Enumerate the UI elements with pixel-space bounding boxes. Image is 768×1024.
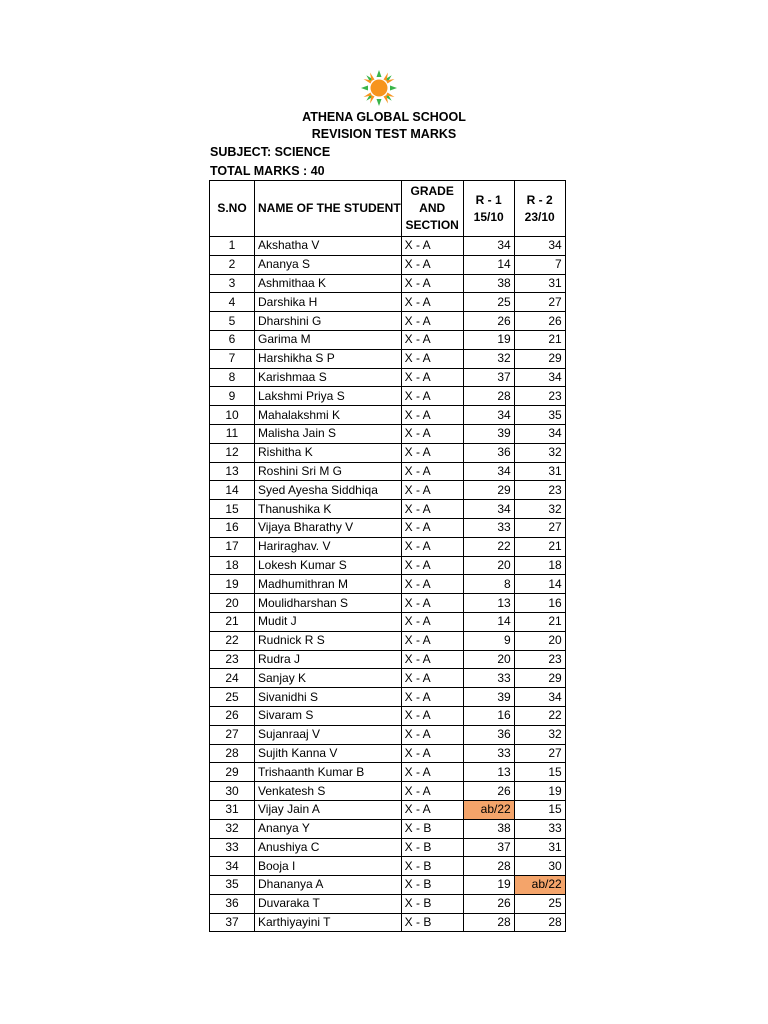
cell-r2-marks: 32 [514,500,565,519]
column-header-sno: S.NO [210,181,255,237]
cell-r1-marks: 34 [463,237,514,256]
cell-r1-marks: 37 [463,838,514,857]
table-header-row [210,181,566,237]
cell-student-name: Sivaram S [255,706,402,725]
table-row [210,782,566,801]
table-row [210,424,566,443]
cell-r2-marks: 27 [514,744,565,763]
cell-r2-marks: 29 [514,669,565,688]
cell-r1-marks: 25 [463,293,514,312]
cell-grade-section: X - A [401,631,463,650]
cell-grade-section: X - A [401,706,463,725]
table-row [210,481,566,500]
cell-r2-marks: 18 [514,556,565,575]
cell-r1-marks: 22 [463,537,514,556]
cell-sno: 16 [210,518,255,537]
cell-student-name: Moulidharshan S [255,594,402,613]
cell-r2-marks: 23 [514,387,565,406]
table-row [210,913,566,932]
cell-sno: 35 [210,876,255,895]
cell-r1-marks: 28 [463,913,514,932]
cell-grade-section: X - B [401,819,463,838]
cell-student-name: Darshika H [255,293,402,312]
cell-student-name: Akshatha V [255,237,402,256]
cell-student-name: Rishitha K [255,443,402,462]
table-row [210,237,566,256]
cell-r1-marks: 33 [463,669,514,688]
cell-grade-section: X - A [401,500,463,519]
cell-grade-section: X - B [401,857,463,876]
cell-r2-marks: 27 [514,518,565,537]
cell-sno: 22 [210,631,255,650]
column-header-name: NAME OF THE STUDENT [255,181,402,237]
cell-sno: 18 [210,556,255,575]
table-row [210,293,566,312]
cell-grade-section: X - A [401,763,463,782]
table-row [210,274,566,293]
cell-r2-marks: 35 [514,406,565,425]
cell-sno: 8 [210,368,255,387]
cell-sno: 13 [210,462,255,481]
cell-r1-marks: 14 [463,255,514,274]
cell-student-name: Sujith Kanna V [255,744,402,763]
cell-sno: 32 [210,819,255,838]
cell-sno: 9 [210,387,255,406]
cell-sno: 3 [210,274,255,293]
sun-logo-icon [361,70,397,106]
cell-grade-section: X - A [401,424,463,443]
cell-sno: 36 [210,894,255,913]
cell-sno: 10 [210,406,255,425]
cell-grade-section: X - A [401,594,463,613]
column-header-grade-line-3: SECTION [405,218,459,232]
cell-sno: 28 [210,744,255,763]
marks-table-body [210,237,566,932]
cell-grade-section: X - A [401,688,463,707]
table-row [210,500,566,519]
table-row [210,763,566,782]
cell-r1-marks: 36 [463,725,514,744]
cell-r1-marks: 32 [463,349,514,368]
cell-student-name: Booja I [255,857,402,876]
cell-r1-marks: 39 [463,424,514,443]
table-row [210,312,566,331]
table-row [210,537,566,556]
table-row [210,368,566,387]
cell-grade-section: X - B [401,894,463,913]
cell-student-name: Anushiya C [255,838,402,857]
cell-sno: 6 [210,330,255,349]
cell-r2-marks: 31 [514,462,565,481]
cell-r1-marks: 33 [463,744,514,763]
cell-sno: 37 [210,913,255,932]
cell-student-name: Dharshini G [255,312,402,331]
cell-r1-marks: 34 [463,462,514,481]
cell-r2-marks: 26 [514,312,565,331]
cell-r1-marks: 19 [463,330,514,349]
table-row [210,612,566,631]
column-header-r1-line-1: R - 1 [475,192,502,207]
cell-sno: 14 [210,481,255,500]
table-row [210,594,566,613]
cell-r2-marks: 28 [514,913,565,932]
cell-r1-marks: 34 [463,406,514,425]
cell-grade-section: X - A [401,575,463,594]
cell-student-name: Roshini Sri M G [255,462,402,481]
cell-grade-section: X - A [401,537,463,556]
cell-grade-section: X - A [401,669,463,688]
cell-r2-marks: 15 [514,800,565,819]
cell-student-name: Mahalakshmi K [255,406,402,425]
cell-r1-marks: 38 [463,819,514,838]
cell-student-name: Karthiyayini T [255,913,402,932]
cell-sno: 5 [210,312,255,331]
cell-sno: 1 [210,237,255,256]
cell-r2-marks: 29 [514,349,565,368]
school-name: ATHENA GLOBAL SCHOOL [302,110,466,124]
table-row [210,744,566,763]
cell-r1-marks: 13 [463,594,514,613]
cell-sno: 30 [210,782,255,801]
cell-student-name: Lokesh Kumar S [255,556,402,575]
cell-student-name: Ananya S [255,255,402,274]
cell-grade-section: X - A [401,462,463,481]
cell-r2-marks: 23 [514,650,565,669]
cell-grade-section: X - B [401,838,463,857]
cell-r1-marks: 34 [463,500,514,519]
cell-sno: 17 [210,537,255,556]
total-marks-label: TOTAL MARKS : 40 [210,164,325,178]
cell-grade-section: X - A [401,387,463,406]
cell-student-name: Sivanidhi S [255,688,402,707]
cell-sno: 12 [210,443,255,462]
cell-grade-section: X - A [401,255,463,274]
cell-grade-section: X - A [401,274,463,293]
cell-r1-marks: 13 [463,763,514,782]
cell-r1-marks: 14 [463,612,514,631]
cell-student-name: Vijay Jain A [255,800,402,819]
table-row [210,650,566,669]
table-row [210,406,566,425]
cell-grade-section: X - A [401,725,463,744]
cell-r2-marks: 22 [514,706,565,725]
cell-r2-marks: 19 [514,782,565,801]
cell-r2-marks: 30 [514,857,565,876]
marks-table [209,180,566,932]
cell-r2-marks: 14 [514,575,565,594]
column-header-r2-line-2: 23/10 [524,209,555,224]
cell-grade-section: X - A [401,312,463,331]
cell-sno: 23 [210,650,255,669]
cell-student-name: Syed Ayesha Siddhiqa [255,481,402,500]
cell-grade-section: X - A [401,612,463,631]
table-row [210,255,566,274]
cell-sno: 33 [210,838,255,857]
cell-r2-marks: 34 [514,688,565,707]
cell-r1-marks: 39 [463,688,514,707]
table-row [210,800,566,819]
cell-r1-marks: 16 [463,706,514,725]
table-row [210,462,566,481]
cell-sno: 21 [210,612,255,631]
cell-r1-marks: 8 [463,575,514,594]
table-row [210,838,566,857]
cell-student-name: Ananya Y [255,819,402,838]
subject-label: SUBJECT: SCIENCE [210,145,331,159]
cell-r2-marks: 21 [514,537,565,556]
table-row [210,876,566,895]
cell-r1-marks: 20 [463,650,514,669]
cell-student-name: Rudnick R S [255,631,402,650]
cell-r2-marks: 31 [514,838,565,857]
column-header-grade-line-1: GRADE [410,184,454,198]
cell-grade-section: X - A [401,406,463,425]
cell-r1-marks: ab/22 [463,800,514,819]
cell-r2-marks: 27 [514,293,565,312]
cell-r1-marks: 29 [463,481,514,500]
cell-student-name: Sujanraaj V [255,725,402,744]
cell-student-name: Dhananya A [255,876,402,895]
cell-grade-section: X - B [401,876,463,895]
cell-r2-marks: 25 [514,894,565,913]
column-header-r2 [514,181,565,237]
table-row [210,857,566,876]
cell-r2-marks: 34 [514,424,565,443]
cell-sno: 11 [210,424,255,443]
cell-sno: 2 [210,255,255,274]
cell-r2-marks: 23 [514,481,565,500]
cell-grade-section: X - A [401,782,463,801]
cell-r2-marks: 7 [514,255,565,274]
table-row [210,387,566,406]
cell-student-name: Vijaya Bharathy V [255,518,402,537]
cell-student-name: Rudra J [255,650,402,669]
cell-r2-marks: 32 [514,443,565,462]
table-row [210,330,566,349]
cell-grade-section: X - B [401,913,463,932]
cell-grade-section: X - A [401,330,463,349]
column-header-grade-line-2: AND [419,201,446,215]
column-header-r1-line-2: 15/10 [473,209,504,224]
cell-sno: 24 [210,669,255,688]
cell-student-name: Hariraghav. V [255,537,402,556]
table-row [210,443,566,462]
cell-sno: 29 [210,763,255,782]
cell-sno: 25 [210,688,255,707]
cell-student-name: Sanjay K [255,669,402,688]
cell-student-name: Karishmaa S [255,368,402,387]
cell-grade-section: X - A [401,481,463,500]
table-row [210,349,566,368]
cell-student-name: Thanushika K [255,500,402,519]
cell-r1-marks: 26 [463,312,514,331]
cell-r1-marks: 20 [463,556,514,575]
table-row [210,518,566,537]
table-row [210,556,566,575]
table-row [210,894,566,913]
cell-grade-section: X - A [401,443,463,462]
cell-sno: 31 [210,800,255,819]
table-row [210,725,566,744]
cell-student-name: Venkatesh S [255,782,402,801]
cell-r1-marks: 33 [463,518,514,537]
cell-grade-section: X - A [401,368,463,387]
cell-grade-section: X - A [401,518,463,537]
cell-r1-marks: 26 [463,782,514,801]
table-row [210,819,566,838]
cell-sno: 20 [210,594,255,613]
cell-r2-marks: 34 [514,237,565,256]
cell-grade-section: X - A [401,744,463,763]
table-row [210,688,566,707]
table-row [210,575,566,594]
cell-grade-section: X - A [401,800,463,819]
cell-r2-marks: 20 [514,631,565,650]
table-row [210,669,566,688]
cell-sno: 4 [210,293,255,312]
column-header-grade [401,181,463,237]
cell-student-name: Lakshmi Priya S [255,387,402,406]
cell-sno: 27 [210,725,255,744]
cell-student-name: Mudit J [255,612,402,631]
cell-student-name: Ashmithaa K [255,274,402,293]
cell-r2-marks: ab/22 [514,876,565,895]
cell-student-name: Harshikha S P [255,349,402,368]
cell-sno: 34 [210,857,255,876]
cell-student-name: Garima M [255,330,402,349]
cell-r2-marks: 31 [514,274,565,293]
report-title: REVISION TEST MARKS [311,127,457,141]
cell-student-name: Duvaraka T [255,894,402,913]
cell-r1-marks: 19 [463,876,514,895]
cell-r1-marks: 28 [463,387,514,406]
cell-r2-marks: 15 [514,763,565,782]
cell-grade-section: X - A [401,293,463,312]
cell-grade-section: X - A [401,650,463,669]
table-row [210,706,566,725]
cell-r2-marks: 21 [514,612,565,631]
cell-student-name: Madhumithran M [255,575,402,594]
cell-student-name: Malisha Jain S [255,424,402,443]
cell-sno: 15 [210,500,255,519]
column-header-r2-line-1: R - 2 [526,192,553,207]
cell-r2-marks: 34 [514,368,565,387]
cell-r2-marks: 16 [514,594,565,613]
table-row [210,631,566,650]
cell-sno: 7 [210,349,255,368]
cell-sno: 26 [210,706,255,725]
cell-r1-marks: 36 [463,443,514,462]
cell-r1-marks: 28 [463,857,514,876]
cell-sno: 19 [210,575,255,594]
cell-grade-section: X - A [401,556,463,575]
cell-grade-section: X - A [401,237,463,256]
cell-r1-marks: 26 [463,894,514,913]
cell-r2-marks: 21 [514,330,565,349]
cell-grade-section: X - A [401,349,463,368]
column-header-r1 [463,181,514,237]
cell-r2-marks: 33 [514,819,565,838]
cell-r1-marks: 38 [463,274,514,293]
cell-r1-marks: 9 [463,631,514,650]
cell-r2-marks: 32 [514,725,565,744]
cell-student-name: Trishaanth Kumar B [255,763,402,782]
cell-r1-marks: 37 [463,368,514,387]
